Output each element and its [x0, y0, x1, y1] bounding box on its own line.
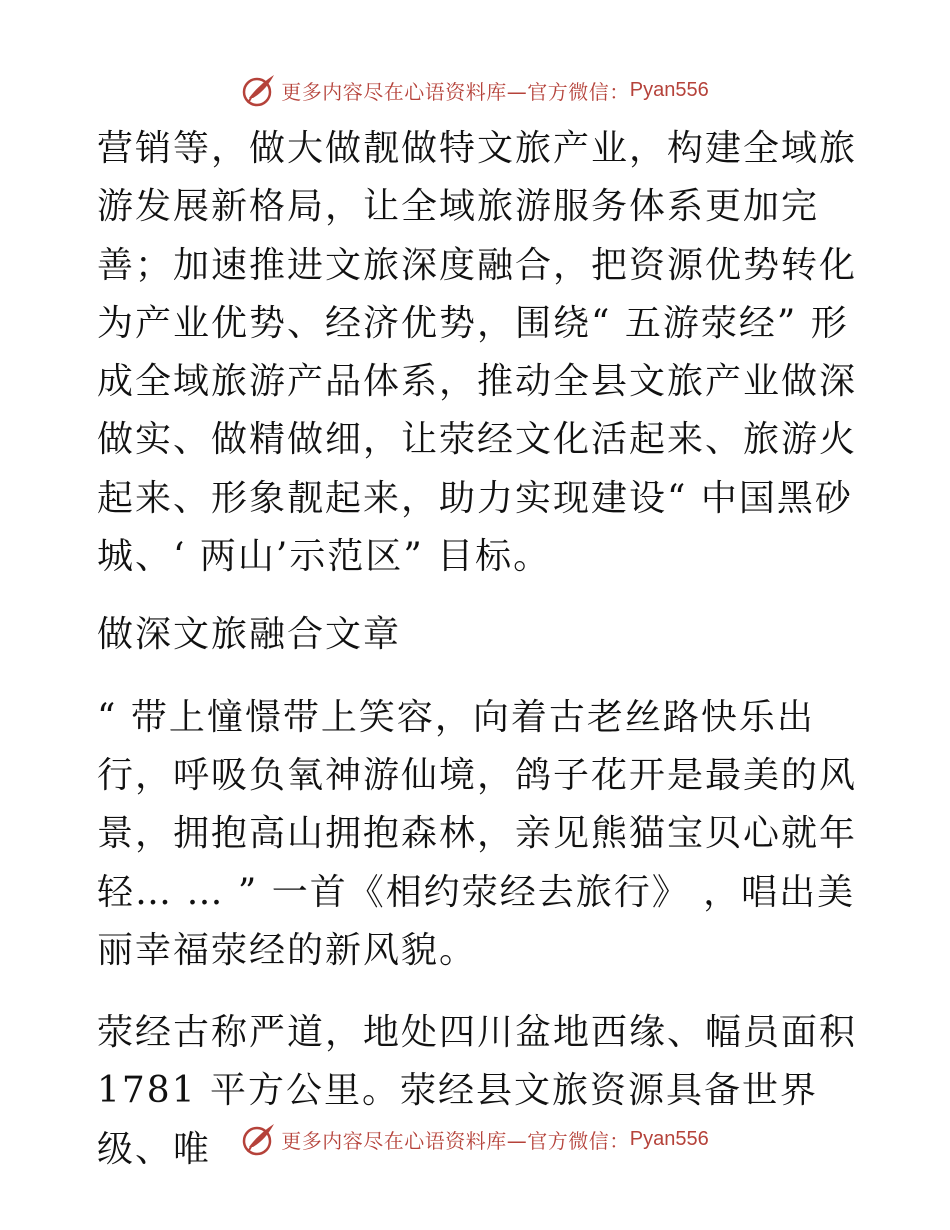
paragraph-3: 荥经古称严道，地处四川盆地西缘、幅员面积 1781 平方公里。荥经县文旅资源具备世界级、唯	[97, 1012, 858, 1170]
section-heading: 做深文旅融合文章	[97, 614, 402, 656]
paragraph-1: 营销等，做大做靓做特文旅产业，构建全域旅游发展新格局，让全域旅游服务体系更加完善；加速推进文旅深度融合，把资源优势转化为产业优势、经济优势，围绕“ 五游荥经” 形成全域旅游产品体系，推动全县文旅产业做深做实、做精做细，让荥经文化活起来、旅游火起来、形象靓起来，助力实现建设“ 中国黑砂城、‘ 两山’示范区” 目标。	[97, 128, 858, 578]
watermark-contact: Pyan556	[629, 78, 709, 101]
header-watermark	[0, 68, 950, 112]
paragraph-2: “ 带上憧憬带上笑容，向着古老丝路快乐出行，呼吸负氧神游仙境，鸽子花开是最美的风景，拥抱高山拥抱森林，亲见熊猫宝贝心就年轻… … ” 一首《相约荥经去旅行》 ，唱出美丽幸福荥经的新风貌。	[97, 696, 858, 971]
watermark-text: 更多内容尽在心语资料库—官方微信：	[281, 79, 630, 104]
document-body	[97, 120, 857, 1179]
quill-logo-icon	[241, 1121, 277, 1157]
watermark-contact: Pyan556	[629, 1127, 709, 1150]
quill-logo-icon	[241, 72, 277, 108]
watermark-text: 更多内容尽在心语资料库—官方微信：	[281, 1128, 630, 1153]
footer-watermark	[0, 1117, 950, 1161]
